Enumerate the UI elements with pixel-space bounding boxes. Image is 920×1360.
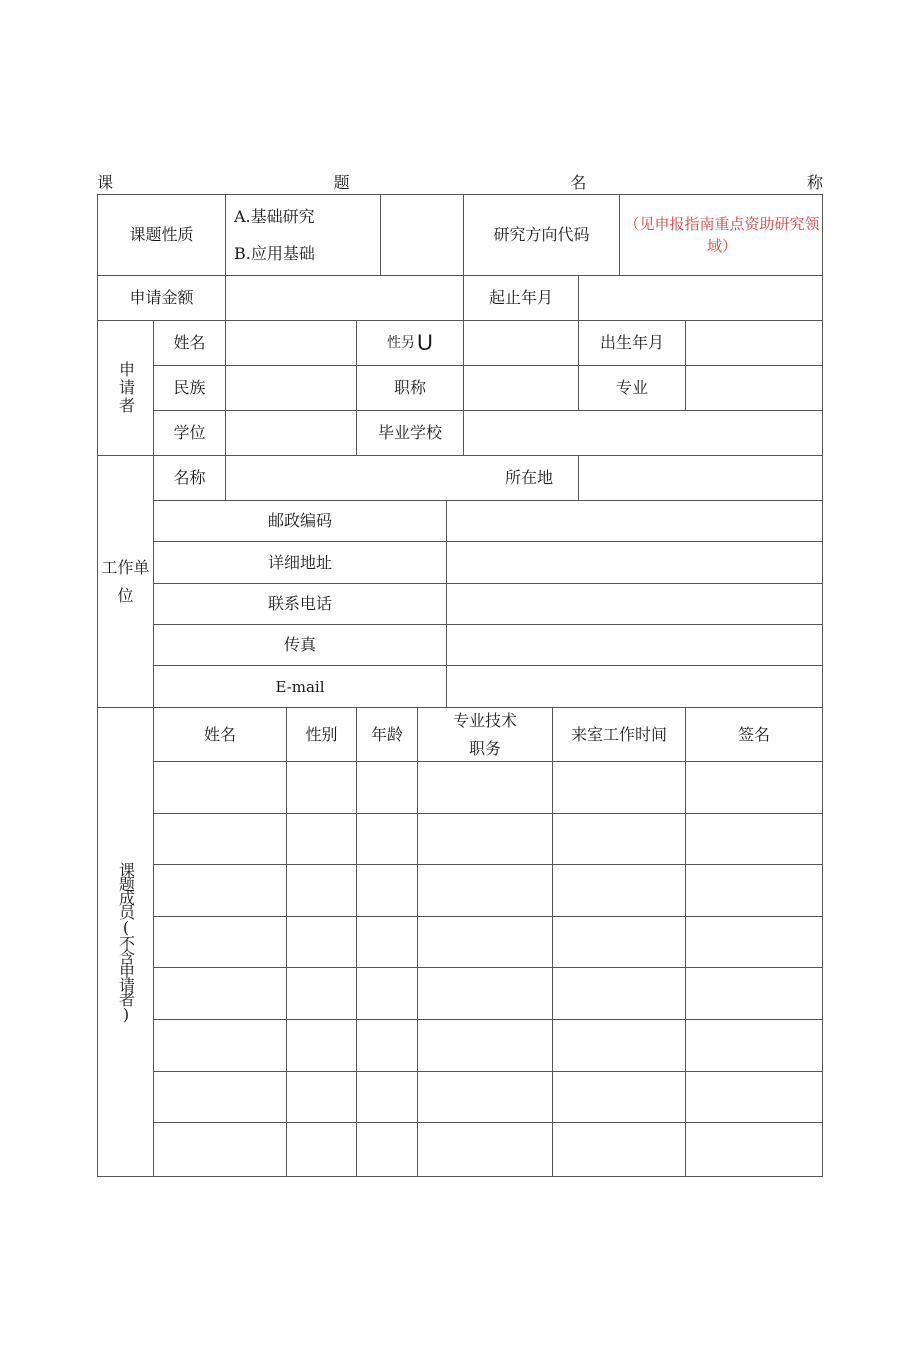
members-header-age: 年龄	[370, 724, 403, 744]
member-signature-cell[interactable]	[686, 1072, 822, 1122]
major-label: 专业	[615, 378, 648, 397]
member-signature-cell[interactable]	[686, 762, 822, 813]
postcode-label: 邮政编码	[267, 511, 332, 530]
address-field[interactable]	[447, 542, 822, 583]
phone-field[interactable]	[447, 584, 822, 624]
gender-mark: U	[417, 330, 433, 355]
amount-label: 申请金额	[129, 288, 194, 307]
member-gender-cell[interactable]	[287, 1123, 356, 1176]
member-age-cell[interactable]	[357, 1072, 417, 1122]
project-nature-label: 课题性质	[129, 225, 194, 244]
member-joined-cell[interactable]	[553, 1020, 685, 1071]
address-label: 详细地址	[267, 552, 332, 572]
member-gender-cell[interactable]	[287, 762, 356, 813]
research-code-note[interactable]: （见申报指南重点资助研究领域）	[624, 215, 820, 255]
member-title-cell[interactable]	[418, 1072, 552, 1122]
member-age-cell[interactable]	[357, 762, 417, 813]
title-char-1: 课	[97, 173, 114, 192]
member-title-cell[interactable]	[418, 1123, 552, 1176]
member-signature-cell[interactable]	[686, 917, 822, 967]
birth-field[interactable]	[686, 321, 822, 365]
period-label: 起止年月	[488, 288, 553, 307]
member-signature-cell[interactable]	[686, 865, 822, 916]
member-joined-cell[interactable]	[553, 762, 685, 813]
member-joined-cell[interactable]	[553, 814, 685, 864]
fax-label: 传真	[283, 635, 316, 654]
member-age-cell[interactable]	[357, 814, 417, 864]
member-signature-cell[interactable]	[686, 968, 822, 1019]
ethnic-label: 民族	[173, 378, 206, 397]
members-header-name: 姓名	[203, 724, 236, 744]
unit-name-field[interactable]	[226, 456, 496, 500]
unit-location-label: 所在地	[505, 468, 554, 487]
fax-field[interactable]	[447, 625, 822, 665]
member-age-cell[interactable]	[357, 917, 417, 967]
member-age-cell[interactable]	[357, 865, 417, 916]
member-title-cell[interactable]	[418, 814, 552, 864]
postcode-field[interactable]	[447, 501, 822, 541]
member-name-cell[interactable]	[154, 1020, 286, 1071]
amount-field[interactable]	[226, 276, 463, 320]
member-joined-cell[interactable]	[553, 968, 685, 1019]
member-name-cell[interactable]	[154, 814, 286, 864]
members-section-label: 课题成员(不含申请者)	[116, 862, 136, 1022]
member-name-cell[interactable]	[154, 865, 286, 916]
member-gender-cell[interactable]	[287, 917, 356, 967]
member-name-cell[interactable]	[154, 968, 286, 1019]
members-header-gender: 性别	[305, 724, 338, 744]
research-code-label: 研究方向代码	[493, 225, 590, 244]
major-field[interactable]	[686, 366, 822, 410]
member-joined-cell[interactable]	[553, 865, 685, 916]
project-name-title	[97, 172, 823, 194]
gender-label	[357, 321, 463, 365]
member-gender-cell[interactable]	[287, 814, 356, 864]
member-name-cell[interactable]	[154, 1072, 286, 1122]
member-signature-cell[interactable]	[686, 814, 822, 864]
member-joined-cell[interactable]	[553, 1072, 685, 1122]
option-basic-research: A.基础研究	[234, 207, 315, 226]
members-header-title: 专业技术 职务	[452, 710, 517, 758]
member-gender-cell[interactable]	[287, 1020, 356, 1071]
member-title-cell[interactable]	[418, 865, 552, 916]
phone-label: 联系电话	[267, 594, 332, 613]
title-char-3: 名	[570, 173, 587, 192]
name-field[interactable]	[226, 321, 356, 365]
gender-field[interactable]	[464, 321, 578, 365]
members-header-signature: 签名	[737, 724, 770, 744]
member-age-cell[interactable]	[357, 1123, 417, 1176]
degree-label: 学位	[173, 423, 206, 442]
member-gender-cell[interactable]	[287, 865, 356, 916]
member-signature-cell[interactable]	[686, 1123, 822, 1176]
period-field[interactable]	[579, 276, 822, 320]
member-age-cell[interactable]	[357, 968, 417, 1019]
member-name-cell[interactable]	[154, 1123, 286, 1176]
work-unit-section-label: 工作单位	[101, 557, 150, 605]
title-char-4: 称	[806, 173, 823, 192]
unit-location-field[interactable]	[579, 456, 822, 500]
member-name-cell[interactable]	[154, 917, 286, 967]
member-signature-cell[interactable]	[686, 1020, 822, 1071]
unit-name-label: 名称	[173, 468, 206, 487]
email-field[interactable]	[447, 666, 822, 707]
member-gender-cell[interactable]	[287, 1072, 356, 1122]
member-title-cell[interactable]	[418, 762, 552, 813]
member-joined-cell[interactable]	[553, 1123, 685, 1176]
birth-label: 出生年月	[599, 333, 664, 352]
option-applied-basic: B.应用基础	[234, 244, 315, 263]
member-joined-cell[interactable]	[553, 917, 685, 967]
member-age-cell[interactable]	[357, 1020, 417, 1071]
members-header-joined: 来室工作时间	[570, 724, 667, 744]
degree-field[interactable]	[226, 411, 356, 455]
gender-label-text: 性另	[387, 335, 416, 351]
name-label: 姓名	[173, 333, 206, 352]
member-title-cell[interactable]	[418, 1020, 552, 1071]
member-title-cell[interactable]	[418, 968, 552, 1019]
professional-title-field[interactable]	[464, 366, 578, 410]
ethnic-field[interactable]	[226, 366, 356, 410]
member-name-cell[interactable]	[154, 762, 286, 813]
nature-choice-field[interactable]	[381, 195, 463, 275]
member-title-cell[interactable]	[418, 917, 552, 967]
school-field[interactable]	[464, 411, 822, 455]
applicant-section-label: 申请者	[116, 361, 136, 415]
school-label: 毕业学校	[377, 423, 442, 442]
email-label: E-mail	[275, 677, 325, 696]
title-char-2: 题	[333, 173, 350, 192]
member-gender-cell[interactable]	[287, 968, 356, 1019]
professional-title-label: 职称	[393, 378, 426, 397]
